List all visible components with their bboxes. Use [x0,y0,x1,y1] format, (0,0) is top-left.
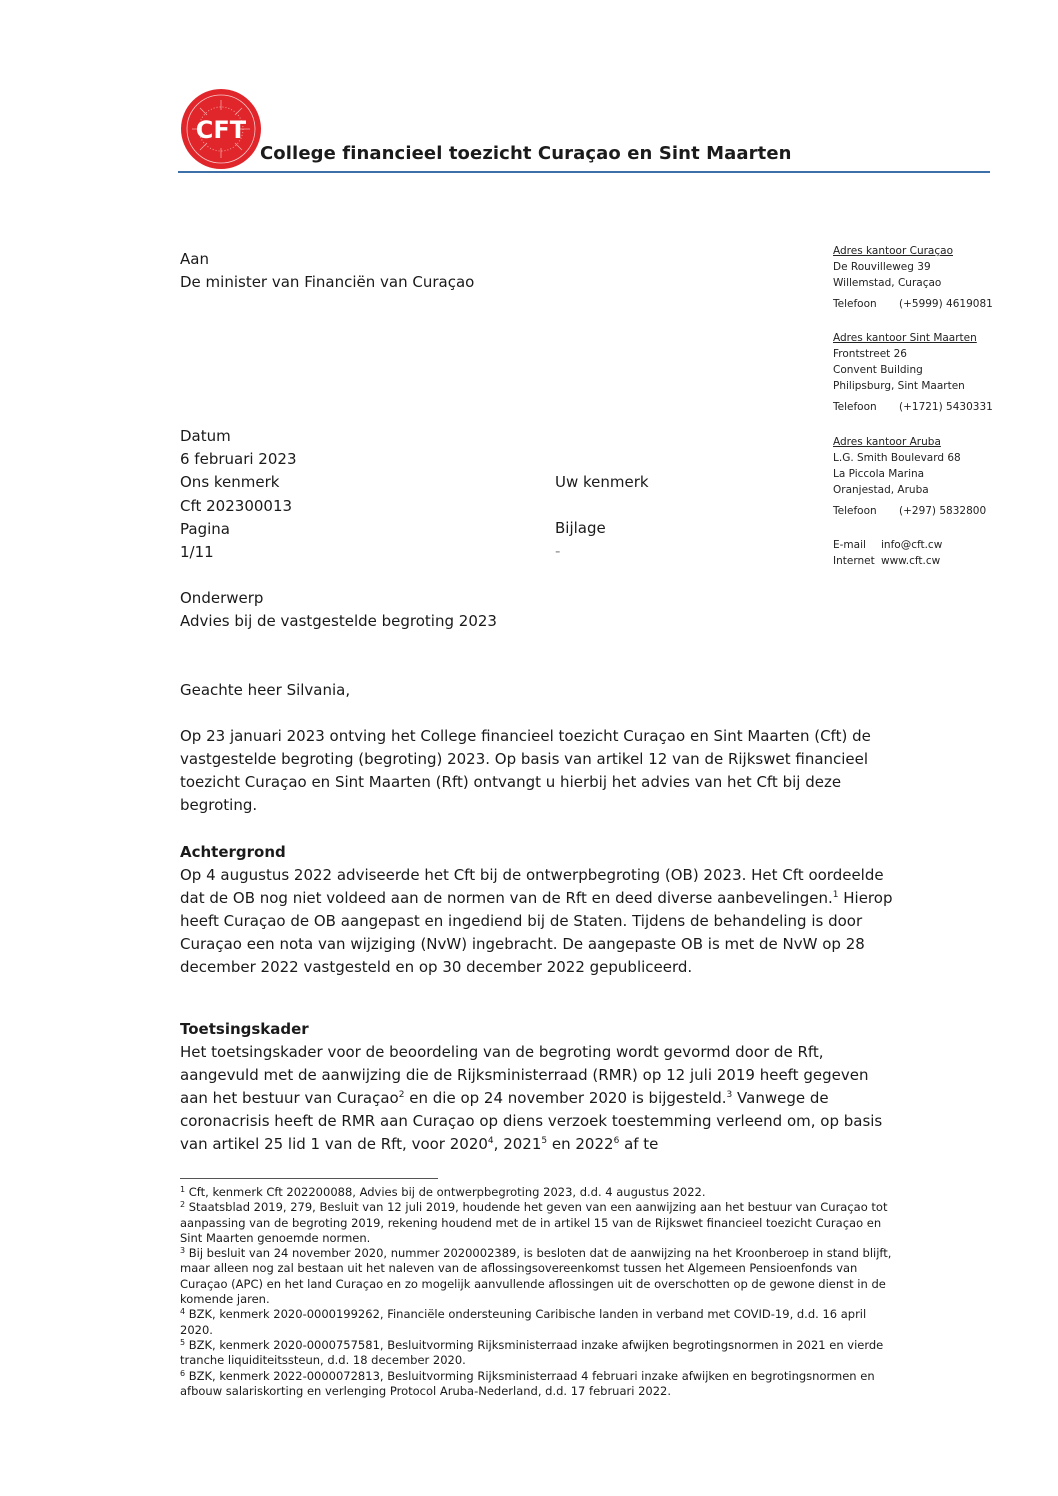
letter-meta [180,425,296,564]
footnote: $^4$ BZK, kenmerk 2020-0000199262, Financiële ondersteuning Caribische landen in verband met COVID-19, d.d. 16 april 2020. [180,1307,867,1337]
office-phone [833,503,986,519]
date-label: Datum [180,427,231,445]
phone-number: (+297) 5832800 [899,505,987,517]
office-line: La Piccola Marina [833,468,925,480]
cft-logo-icon [180,88,262,170]
footnote: $^2$ Staatsblad 2019, 279, Besluit van 12 juli 2019, houdende het geven van een aanwijzing aan het bestuur van Curaçao tot aanpassing van de begroting 2019, rekening houdend met de in artikel 15 van de Rijkswet financieel toezicht Curaçao en Sint Maarten genoemde normen. [180,1200,888,1245]
footnote: $^6$ BZK, kenmerk 2022-0000072813, Besluitvorming Rijksministerraad 4 februari inzake afwijken en begrotingsnormen en afbouw salariskorting en verlenging Protocol Aruba-Nederland, d.d. 17 februari 2022. [180,1368,875,1398]
subject-label: Onderwerp [180,589,264,607]
office-line: Frontstreet 26 [833,348,907,360]
internet-row [833,553,942,569]
cft-logo [180,88,262,170]
subject-value: Advies bij de vastgestelde begroting 2023 [180,612,497,631]
section-paragraph: Het toetsingskader voor de beoordeling van de begroting wordt gevormd door de Rft, aangevuld met de aanwijzing die de Rijksministerraad (RMR) op 12 juli 2019 heeft gegeven aan het bestuur van Curaçao$^2$ en die op 24 november 2020 is bijgesteld.$^3$ Vanwege de coronacrisis heeft de RMR aan Curaçao op diens verzoek toestemming verleend om, op basis van artikel 25 lid 1 van de Rft, voor 2020$^4$, 2021$^5$ en 2022$^6$ af te [180,1043,883,1153]
email-row [833,537,942,553]
office-title: Adres kantoor Curaçao [833,245,953,257]
date-value: 6 februari 2023 [180,450,297,469]
section-heading: Toetsingskader [180,1020,309,1038]
footnotes [180,1185,900,1399]
header-divider [178,171,990,173]
footnote-ref: 2 [398,1090,405,1100]
our-reference-value: Cft 202300013 [180,496,293,515]
page-label: Pagina [180,519,230,538]
office-line: De Rouvilleweg 39 [833,261,931,273]
footnote-ref: 3 [726,1090,733,1100]
our-reference-label: Ons kenmerk [180,473,280,492]
office-curacao [833,243,993,312]
logo-text: CFT [195,116,247,144]
phone-number: (+5999) 4619081 [899,298,993,310]
intro-paragraph: Op 23 januari 2023 ontving het College financieel toezicht Curaçao en Sint Maarten (Cft) de vastgestelde begroting (begroting) 2023. Op basis van artikel 12 van de Rijkswet financieel toezicht Curaçao en Sint Maarten (Rft) ontvangt u hierbij het advies van het Cft bij deze begroting. [180,727,871,814]
office-line: Philipsburg, Sint Maarten [833,380,965,392]
footnote-ref: 1 [832,890,839,900]
office-sint-maarten [833,330,993,415]
addressee-name: De minister van Financiën van Curaçao [180,273,475,291]
section-toetsingskader [180,1018,900,1156]
footnote-ref: 5 [541,1136,548,1146]
internet-label: Internet [833,555,875,567]
footnote: $^3$ Bij besluit van 24 november 2020, nummer 2020002389, is besloten dat de aanwijzing na het Kroonberoep in stand blijft, maar alleen nog zal bestaan uit het naleven van de aflossingsovereenkomst tussen het Algemeen Pensioenfonds van Curaçao (APC) en het land Curaçao en zo mogelijk aanvullende aflossingen uit de overschotten op de gewone dienst in de komende jaren. [180,1246,892,1307]
footnote: $^1$ Cft, kenmerk Cft 202200088, Advies bij de ontwerpbegroting 2023, d.d. 4 augustus 2022. [180,1185,706,1199]
section-heading: Achtergrond [180,843,286,861]
page-value: 1/11 [180,543,214,562]
phone-label: Telefoon [833,401,877,413]
office-title: Adres kantoor Aruba [833,436,941,448]
subject-block [180,587,497,633]
email-link[interactable]: info@cft.cw [881,539,943,551]
office-aruba [833,434,986,519]
footnote-divider [180,1178,438,1179]
footnote-ref: 6 [613,1136,620,1146]
addressee-label: Aan [180,250,209,268]
footnote-ref: 4 [487,1136,494,1146]
section-paragraph: Op 4 augustus 2022 adviseerde het Cft bij de ontwerpbegroting (OB) 2023. Het Cft oordeelde dat de OB nog niet voldeed aan de normen van de Rft en deed diverse aanbevelingen.$^1$ Hierop heeft Curaçao de OB aangepast en ingediend bij de Staten. Tijdens de behandeling is door Curaçao een nota van wijziging (NvW) ingebracht. De aangepaste OB is met de NvW op 28 december 2022 vastgesteld en op 30 december 2022 gepubliceerd. [180,866,893,976]
footnote: $^5$ BZK, kenmerk 2020-0000757581, Besluitvorming Rijksministerraad inzake afwijken begrotingsnormen in 2021 en vierde tranche liquiditeitssteun, d.d. 18 december 2020. [180,1337,884,1368]
office-phone [833,296,993,312]
your-reference-label: Uw kenmerk [555,473,649,491]
organization-name: College financieel toezicht Curaçao en Sint Maarten [260,143,792,164]
email-label: E-mail [833,539,866,551]
attachment-value: - [555,542,561,560]
office-line: Convent Building [833,364,923,376]
office-line: Oranjestad, Aruba [833,484,929,496]
salutation: Geachte heer Silvania, [180,681,351,699]
contact-info [833,537,942,569]
phone-label: Telefoon [833,298,877,310]
attachment-label: Bijlage [555,519,606,537]
office-title: Adres kantoor Sint Maarten [833,332,977,344]
office-phone [833,399,993,415]
phone-label: Telefoon [833,505,877,517]
office-line: L.G. Smith Boulevard 68 [833,452,961,464]
phone-number: (+1721) 5430331 [899,401,993,413]
website-link[interactable]: www.cft.cw [881,555,941,567]
office-line: Willemstad, Curaçao [833,277,942,289]
section-achtergrond [180,841,900,979]
